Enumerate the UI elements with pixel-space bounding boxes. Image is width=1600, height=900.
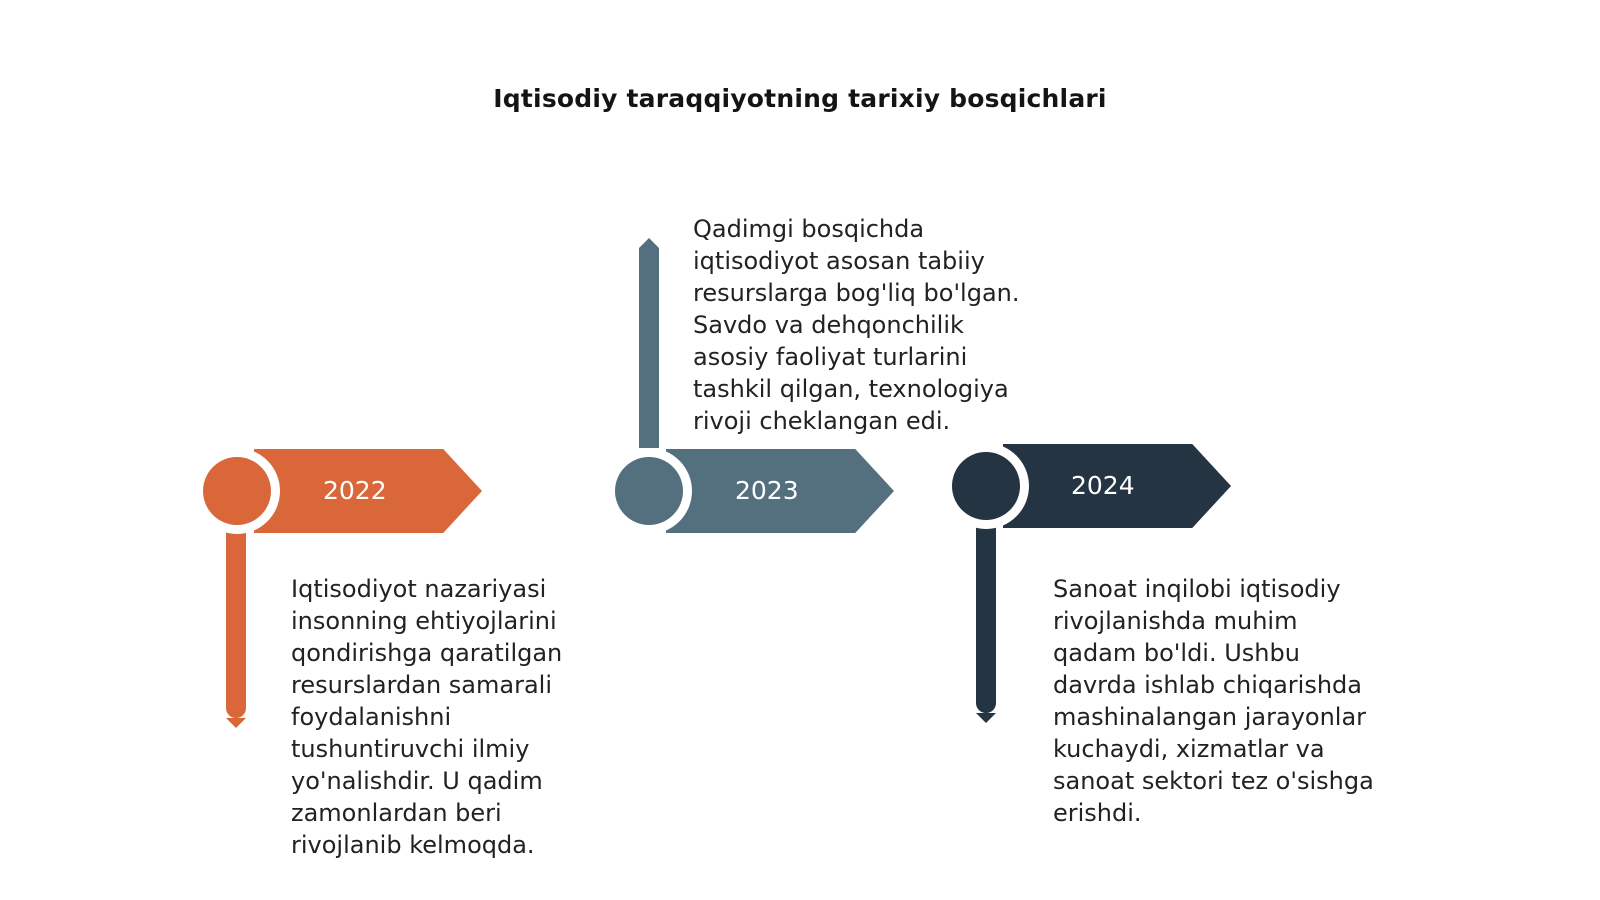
milestone-circle bbox=[203, 457, 271, 525]
year-label: 2024 bbox=[1071, 471, 1135, 500]
timeline-stem bbox=[976, 515, 996, 713]
milestone-circle bbox=[952, 452, 1020, 520]
timeline-stem bbox=[639, 248, 659, 448]
year-label: 2022 bbox=[323, 476, 387, 505]
milestone-circle bbox=[615, 457, 683, 525]
timeline-stem bbox=[226, 520, 246, 718]
diagram-title: Iqtisodiy taraqqiyotning tarixiy bosqichlari bbox=[493, 84, 1107, 113]
year-label: 2023 bbox=[735, 476, 799, 505]
milestone-description: Iqtisodiyot nazariyasi insonning ehtiyojlarini qondirishga qaratilgan resurslardan samarali foydalanishni tushuntiruvchi ilmiy yo'nalishdir. U qadim zamonlardan beri rivojlanib kelmoqda. bbox=[291, 575, 563, 859]
milestone-description: Sanoat inqilobi iqtisodiy rivojlanishda muhim qadam bo'ldi. Ushbu davrda ishlab chiqarishda mashinalangan jarayonlar kuchaydi, xizmatlar va sanoat sektori tez o'sishga erishdi. bbox=[1053, 575, 1374, 827]
milestone-description: Qadimgi bosqichda iqtisodiyot asosan tabiiy resurslarga bog'liq bo'lgan. Savdo va dehqonchilik asosiy faoliyat turlarini tashkil qilgan, texnologiya rivoji cheklangan edi. bbox=[693, 215, 1020, 435]
